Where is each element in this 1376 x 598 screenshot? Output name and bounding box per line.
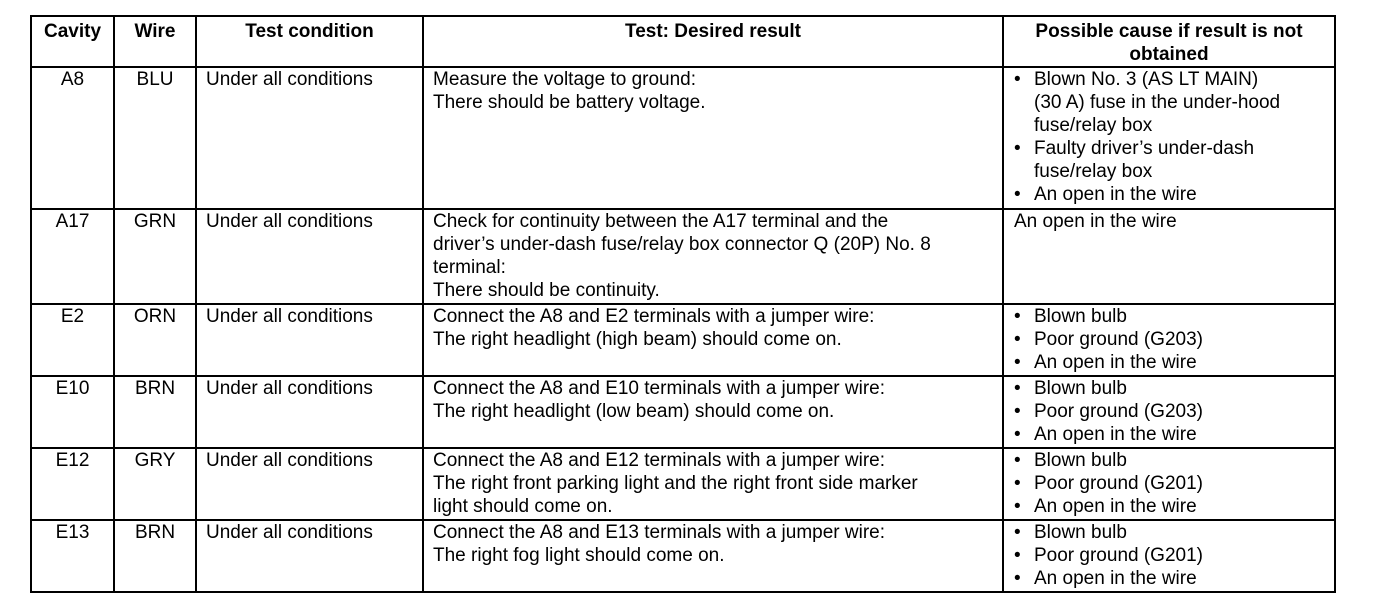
test-result-line: There should be battery voltage. — [433, 92, 706, 113]
test-result-cell — [423, 304, 1003, 376]
cause-list — [1014, 305, 1334, 374]
wire-cell: GRY — [114, 448, 196, 520]
wire-cell: ORN — [114, 304, 196, 376]
troubleshooting-table — [30, 15, 1336, 593]
header-row — [31, 16, 1335, 67]
cause-line: • Blown bulb — [1034, 306, 1127, 327]
possible-cause-cell — [1003, 304, 1335, 376]
test-result-line: Connect the A8 and E10 terminals with a jumper wire: — [433, 378, 886, 399]
cause-text: An open in the wire — [1014, 211, 1177, 232]
table-row — [31, 209, 1335, 304]
test-condition-cell: Under all conditions — [196, 209, 423, 304]
cause-line: • Faulty driver’s under-dash — [1034, 138, 1255, 159]
test-result-line: The right headlight (low beam) should come on. — [433, 401, 835, 422]
cause-list-item — [1014, 400, 1334, 423]
cause-list-item — [1014, 472, 1334, 495]
wire-cell: BRN — [114, 376, 196, 448]
cause-line: • Blown bulb — [1034, 378, 1127, 399]
test-condition-cell: Under all conditions — [196, 520, 423, 592]
header-wire: Wire — [114, 16, 196, 67]
test-result-cell — [423, 448, 1003, 520]
cause-list-item — [1014, 68, 1334, 137]
test-result-line: There should be continuity. — [433, 280, 660, 301]
test-result-cell — [423, 209, 1003, 304]
cause-list-item — [1014, 495, 1334, 518]
cause-list — [1014, 449, 1334, 518]
table-row — [31, 376, 1335, 448]
test-result-cell — [423, 376, 1003, 448]
cause-line: • Blown bulb — [1034, 450, 1127, 471]
test-result-line: terminal: — [433, 257, 506, 278]
cause-list-item — [1014, 305, 1334, 328]
cause-line: • Poor ground (G203) — [1034, 329, 1203, 350]
troubleshooting-table-wrapper — [30, 15, 1336, 593]
cause-line: (30 A) fuse in the under-hood — [1034, 92, 1281, 113]
cavity-cell: E13 — [31, 520, 114, 592]
test-result-line: The right fog light should come on. — [433, 545, 725, 566]
cause-line: • An open in the wire — [1034, 496, 1197, 517]
cavity-cell: A8 — [31, 67, 114, 209]
test-condition-cell: Under all conditions — [196, 448, 423, 520]
cause-list-item — [1014, 351, 1334, 374]
cause-line: • Poor ground (G203) — [1034, 401, 1203, 422]
possible-cause-cell — [1003, 520, 1335, 592]
table-row — [31, 520, 1335, 592]
cause-list-item — [1014, 567, 1334, 590]
cause-list-item — [1014, 423, 1334, 446]
cavity-cell: A17 — [31, 209, 114, 304]
header-test-condition: Test condition — [196, 16, 423, 67]
cause-line: • Blown No. 3 (AS LT MAIN) — [1034, 69, 1259, 90]
header-cavity: Cavity — [31, 16, 114, 67]
cavity-cell: E2 — [31, 304, 114, 376]
test-result-cell — [423, 67, 1003, 209]
possible-cause-cell — [1003, 448, 1335, 520]
test-condition-cell: Under all conditions — [196, 376, 423, 448]
wire-cell: BRN — [114, 520, 196, 592]
header-possible-cause: Possible cause if result is not obtained — [1003, 16, 1335, 67]
cavity-cell: E10 — [31, 376, 114, 448]
cause-line: • Poor ground (G201) — [1034, 545, 1203, 566]
test-result-line: Measure the voltage to ground: — [433, 69, 697, 90]
cause-list — [1014, 68, 1334, 206]
test-result-line: Connect the A8 and E12 terminals with a jumper wire: — [433, 450, 886, 471]
cause-line: fuse/relay box — [1034, 161, 1153, 182]
header-test-result: Test: Desired result — [423, 16, 1003, 67]
test-result-cell — [423, 520, 1003, 592]
test-result-line: light should come on. — [433, 496, 613, 517]
cause-list-item — [1014, 521, 1334, 544]
cause-list-item — [1014, 449, 1334, 472]
test-condition-cell: Under all conditions — [196, 67, 423, 209]
possible-cause-cell — [1003, 67, 1335, 209]
cause-line: • An open in the wire — [1034, 424, 1197, 445]
cause-list — [1014, 377, 1334, 446]
table-row — [31, 448, 1335, 520]
test-result-line: The right front parking light and the right front side marker — [433, 473, 918, 494]
cause-line: • Blown bulb — [1034, 522, 1127, 543]
cause-list-item — [1014, 183, 1334, 206]
cause-list — [1014, 521, 1334, 590]
cavity-cell: E12 — [31, 448, 114, 520]
test-result-line: Connect the A8 and E2 terminals with a jumper wire: — [433, 306, 875, 327]
test-result-line: driver’s under-dash fuse/relay box connector Q (20P) No. 8 — [433, 234, 931, 255]
cause-line: • An open in the wire — [1034, 568, 1197, 589]
possible-cause-cell — [1003, 376, 1335, 448]
cause-line: • An open in the wire — [1034, 352, 1197, 373]
possible-cause-cell — [1003, 209, 1335, 304]
cause-line: • An open in the wire — [1034, 184, 1197, 205]
cause-list-item — [1014, 377, 1334, 400]
wire-cell: BLU — [114, 67, 196, 209]
table-body — [31, 67, 1335, 592]
table-row — [31, 304, 1335, 376]
cause-list-item — [1014, 137, 1334, 183]
wire-cell: GRN — [114, 209, 196, 304]
cause-line: fuse/relay box — [1034, 115, 1153, 136]
cause-list-item — [1014, 544, 1334, 567]
cause-list-item — [1014, 328, 1334, 351]
table-row — [31, 67, 1335, 209]
test-condition-cell: Under all conditions — [196, 304, 423, 376]
test-result-line: The right headlight (high beam) should come on. — [433, 329, 842, 350]
test-result-line: Check for continuity between the A17 terminal and the — [433, 211, 889, 232]
cause-line: • Poor ground (G201) — [1034, 473, 1203, 494]
test-result-line: Connect the A8 and E13 terminals with a jumper wire: — [433, 522, 886, 543]
